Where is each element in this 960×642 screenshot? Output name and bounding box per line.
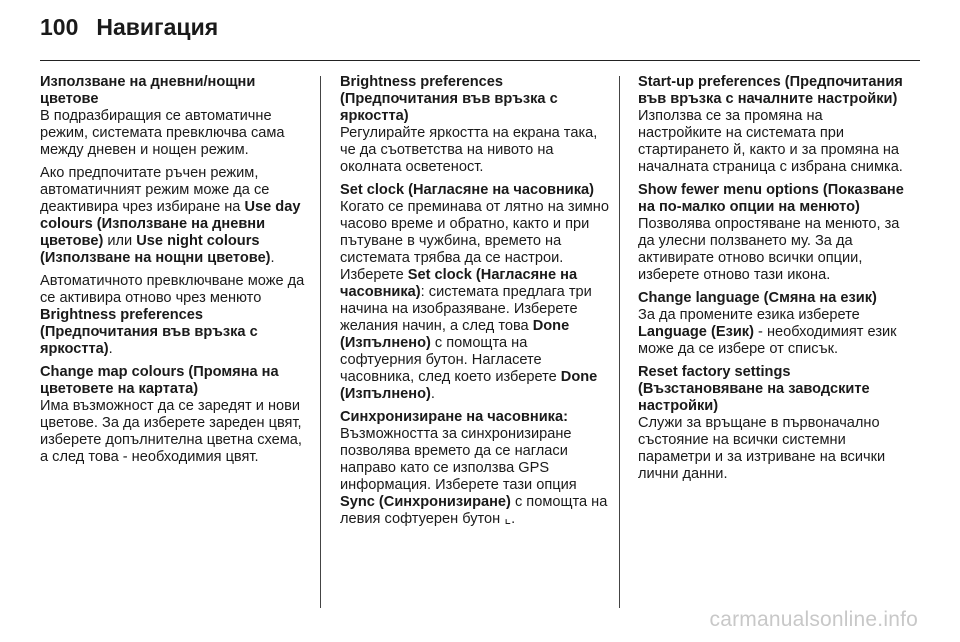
page-title: Навигация <box>96 14 219 40</box>
text-run: : системата предлага три начина на изобразяване. Изберете желания начин, а след това <box>340 284 592 334</box>
section-heading: Brightness preferences (Предпочитания във връзка с яркостта) <box>340 74 558 124</box>
text-run: - необходимият език може да се избере от списък. <box>638 324 897 357</box>
section-text <box>638 307 910 358</box>
paragraph-text <box>40 273 312 358</box>
option-done: Done (Изпълнено) <box>340 369 598 402</box>
column-divider <box>320 76 321 608</box>
option-language: Language (Език) <box>638 324 754 340</box>
text-run: Възможността за синхронизиране позволява времето да се нагласи направо като се използва GPS информация. Изберете тази опция <box>340 426 577 493</box>
section-heading: Start-up preferences (Предпочитания във връзка с началните настройки) <box>638 74 903 107</box>
text-run: Автоматичното превключване може да се активира отново чрез менюто <box>40 273 305 306</box>
section-heading: Change language (Смяна на език) <box>638 290 877 306</box>
section-set-clock <box>340 182 612 403</box>
watermark: carmanualsonline.info <box>709 608 918 631</box>
section-heading: Reset factory settings (Възстановяване на заводските настройки) <box>638 364 870 414</box>
section-text: Позволява опростяване на менюто, за да улесни ползването му. За да активирате отново всички опции, изберете отново тази икона. <box>638 216 900 283</box>
text-run: . <box>430 386 435 402</box>
section-text: Използва се за промяна на настройките на системата при стартирането й, както и за промяна на началната страница с избрана снимка. <box>638 108 903 175</box>
text-run: Когато се преминава от лятно на зимно часово време и обратно, както и при пътуване в чужбина, времето на системата трябва да се настрои. Изберете <box>340 199 609 283</box>
section-text: Служи за връщане в първоначално състояние на всички системни параметри и за изтриване на всички лични данни. <box>638 415 886 482</box>
text-run: с помощта на софтуерния бутон. Нагласете часовника, след което изберете <box>340 335 561 385</box>
paragraph-auto-mode <box>40 273 312 358</box>
option-done: Done (Изпълнено) <box>340 318 570 351</box>
text-run: . <box>270 250 275 266</box>
section-show-fewer-menu-options <box>638 182 910 284</box>
text-run: с помощта на левия софтуерен бутон <box>340 494 608 527</box>
menu-brightness-preferences: Brightness preferences (Предпочитания във връзка с яркостта) <box>40 307 258 357</box>
option-set-clock: Set clock (Нагласяне на часовника) <box>340 267 578 300</box>
section-text <box>340 199 612 403</box>
section-text: В подразбиращия се автоматичне режим, системата превключва сама между дневен и нощен режим. <box>40 108 285 158</box>
section-brightness-preferences <box>340 74 612 176</box>
text-run: За да промените езика изберете <box>638 307 860 323</box>
section-heading: Show fewer menu options (Показване на по-малко опции на менюто) <box>638 182 904 215</box>
option-day-colours: Use day colours (Използване на дневни цветове) <box>40 199 301 249</box>
option-sync: Sync (Синхронизиране) <box>340 494 511 510</box>
text-run: . <box>108 341 113 357</box>
section-text: Има възможност да се заредят и нови цветове. За да изберете зареден цвят, изберете допълнителна цветна схема, а след това - необходимия цвят. <box>40 398 302 465</box>
softkey-left-icon: ⌞ <box>504 511 512 527</box>
text-run: Ако предпочитате ръчен режим, автоматичният режим може да се деактивира чрез избиране на <box>40 165 270 215</box>
section-heading: Set clock (Нагласяне на часовника) <box>340 182 595 198</box>
page-header <box>40 14 218 46</box>
section-day-night-colours <box>40 74 312 159</box>
section-change-map-colours <box>40 364 312 466</box>
paragraph-manual-mode <box>40 165 312 267</box>
section-text <box>340 426 612 528</box>
section-reset-factory-settings <box>638 364 910 483</box>
text-run: или <box>103 233 137 249</box>
text-run: . <box>511 511 516 527</box>
column-divider <box>619 76 620 608</box>
section-change-language <box>638 290 910 358</box>
section-start-up-preferences <box>638 74 910 176</box>
column-middle <box>340 74 612 534</box>
section-heading: Change map colours (Промяна на цветовете на картата) <box>40 364 279 397</box>
header-rule <box>40 60 920 61</box>
column-left <box>40 74 312 472</box>
column-right <box>638 74 910 489</box>
section-heading: Използване на дневни/нощни цветове <box>40 74 256 107</box>
section-clock-sync <box>340 409 612 528</box>
option-night-colours: Use night colours (Използване на нощни цветове) <box>40 233 271 266</box>
section-heading: Синхронизиране на часовника: <box>340 409 568 425</box>
page-number: 100 <box>40 14 79 40</box>
section-text: Регулирайте яркостта на екрана така, че да съответства на нивото на околната осветеност. <box>340 125 598 175</box>
paragraph-text <box>40 165 312 267</box>
